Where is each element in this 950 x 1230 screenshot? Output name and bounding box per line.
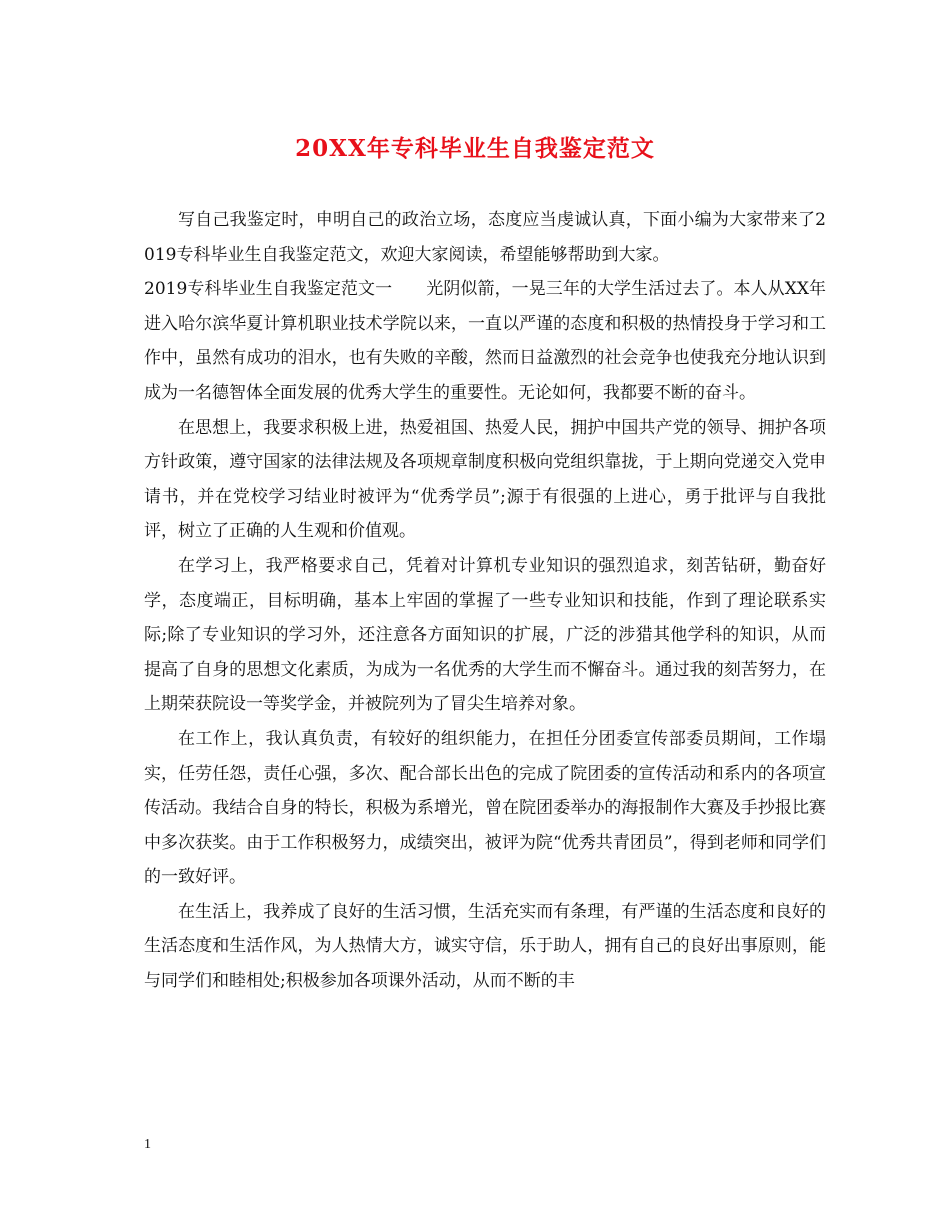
paragraph-thought: 在思想上，我要求积极上进，热爱祖国、热爱人民，拥护中国共产党的领导、拥护各项方针政策，遵守国家的法律法规及各项规章制度积极向党组织靠拢，于上期向党递交入党申请书，并在党校学习结业时被评为“优秀学员”;源于有很强的上进心，勇于批评与自我批评，树立了正确的人生观和价值观。 <box>144 417 826 542</box>
document-body <box>144 203 826 999</box>
document-title: 20XX年专科毕业生自我鉴定范文 <box>295 135 655 162</box>
paragraph-intro: 写自己我鉴定时，申明自己的政治立场，态度应当虔诚认真，下面小编为大家带来了2019专科毕业生自我鉴定范文，欢迎大家阅读，希望能够帮助到大家。 <box>144 210 826 265</box>
page-number: 1 <box>144 1137 151 1152</box>
paragraph-work: 在工作上，我认真负责，有较好的组织能力，在担任分团委宣传部委员期间，工作塌实，任劳任怨，责任心强，多次、配合部长出色的完成了院团委的宣传活动和系内的各项宣传活动。我结合自身的特长，积极为系增光，曾在院团委举办的海报制作大赛及手抄报比赛中多次获奖。由于工作积极努力，成绩突出，被评为院“优秀共青团员”，得到老师和同学们的一致好评。 <box>144 728 826 888</box>
paragraph-life: 在生活上，我养成了良好的生活习惯，生活充实而有条理，有严谨的生活态度和良好的生活态度和生活作风，为人热情大方，诚实守信，乐于助人，拥有自己的良好出事原则，能与同学们和睦相处;积极参加各项课外活动，从而不断的丰 <box>144 901 826 992</box>
paragraph-study: 在学习上，我严格要求自己，凭着对计算机专业知识的强烈追求，刻苦钻研，勤奋好学，态度端正，目标明确，基本上牢固的掌握了一些专业知识和技能，作到了理论联系实际;除了专业知识的学习外，还注意各方面知识的扩展，广泛的涉猎其他学科的知识，从而提高了自身的思想文化素质，为成为一名优秀的大学生而不懈奋斗。通过我的刻苦努力，在上期荣获院设一等奖学金，并被院列为了冒尖生培养对象。 <box>144 555 826 715</box>
paragraph-section-one: 2019专科毕业生自我鉴定范文一 光阴似箭，一晃三年的大学生活过去了。本人从XX年进入哈尔滨华夏计算机职业技术学院以来，一直以严谨的态度和积极的热情投身于学习和工作中，虽然有成功的泪水，也有失败的辛酸，然而日益激烈的社会竞争也使我充分地认识到成为一名德智体全面发展的优秀大学生的重要性。无论如何，我都要不断的奋斗。 <box>144 279 826 403</box>
